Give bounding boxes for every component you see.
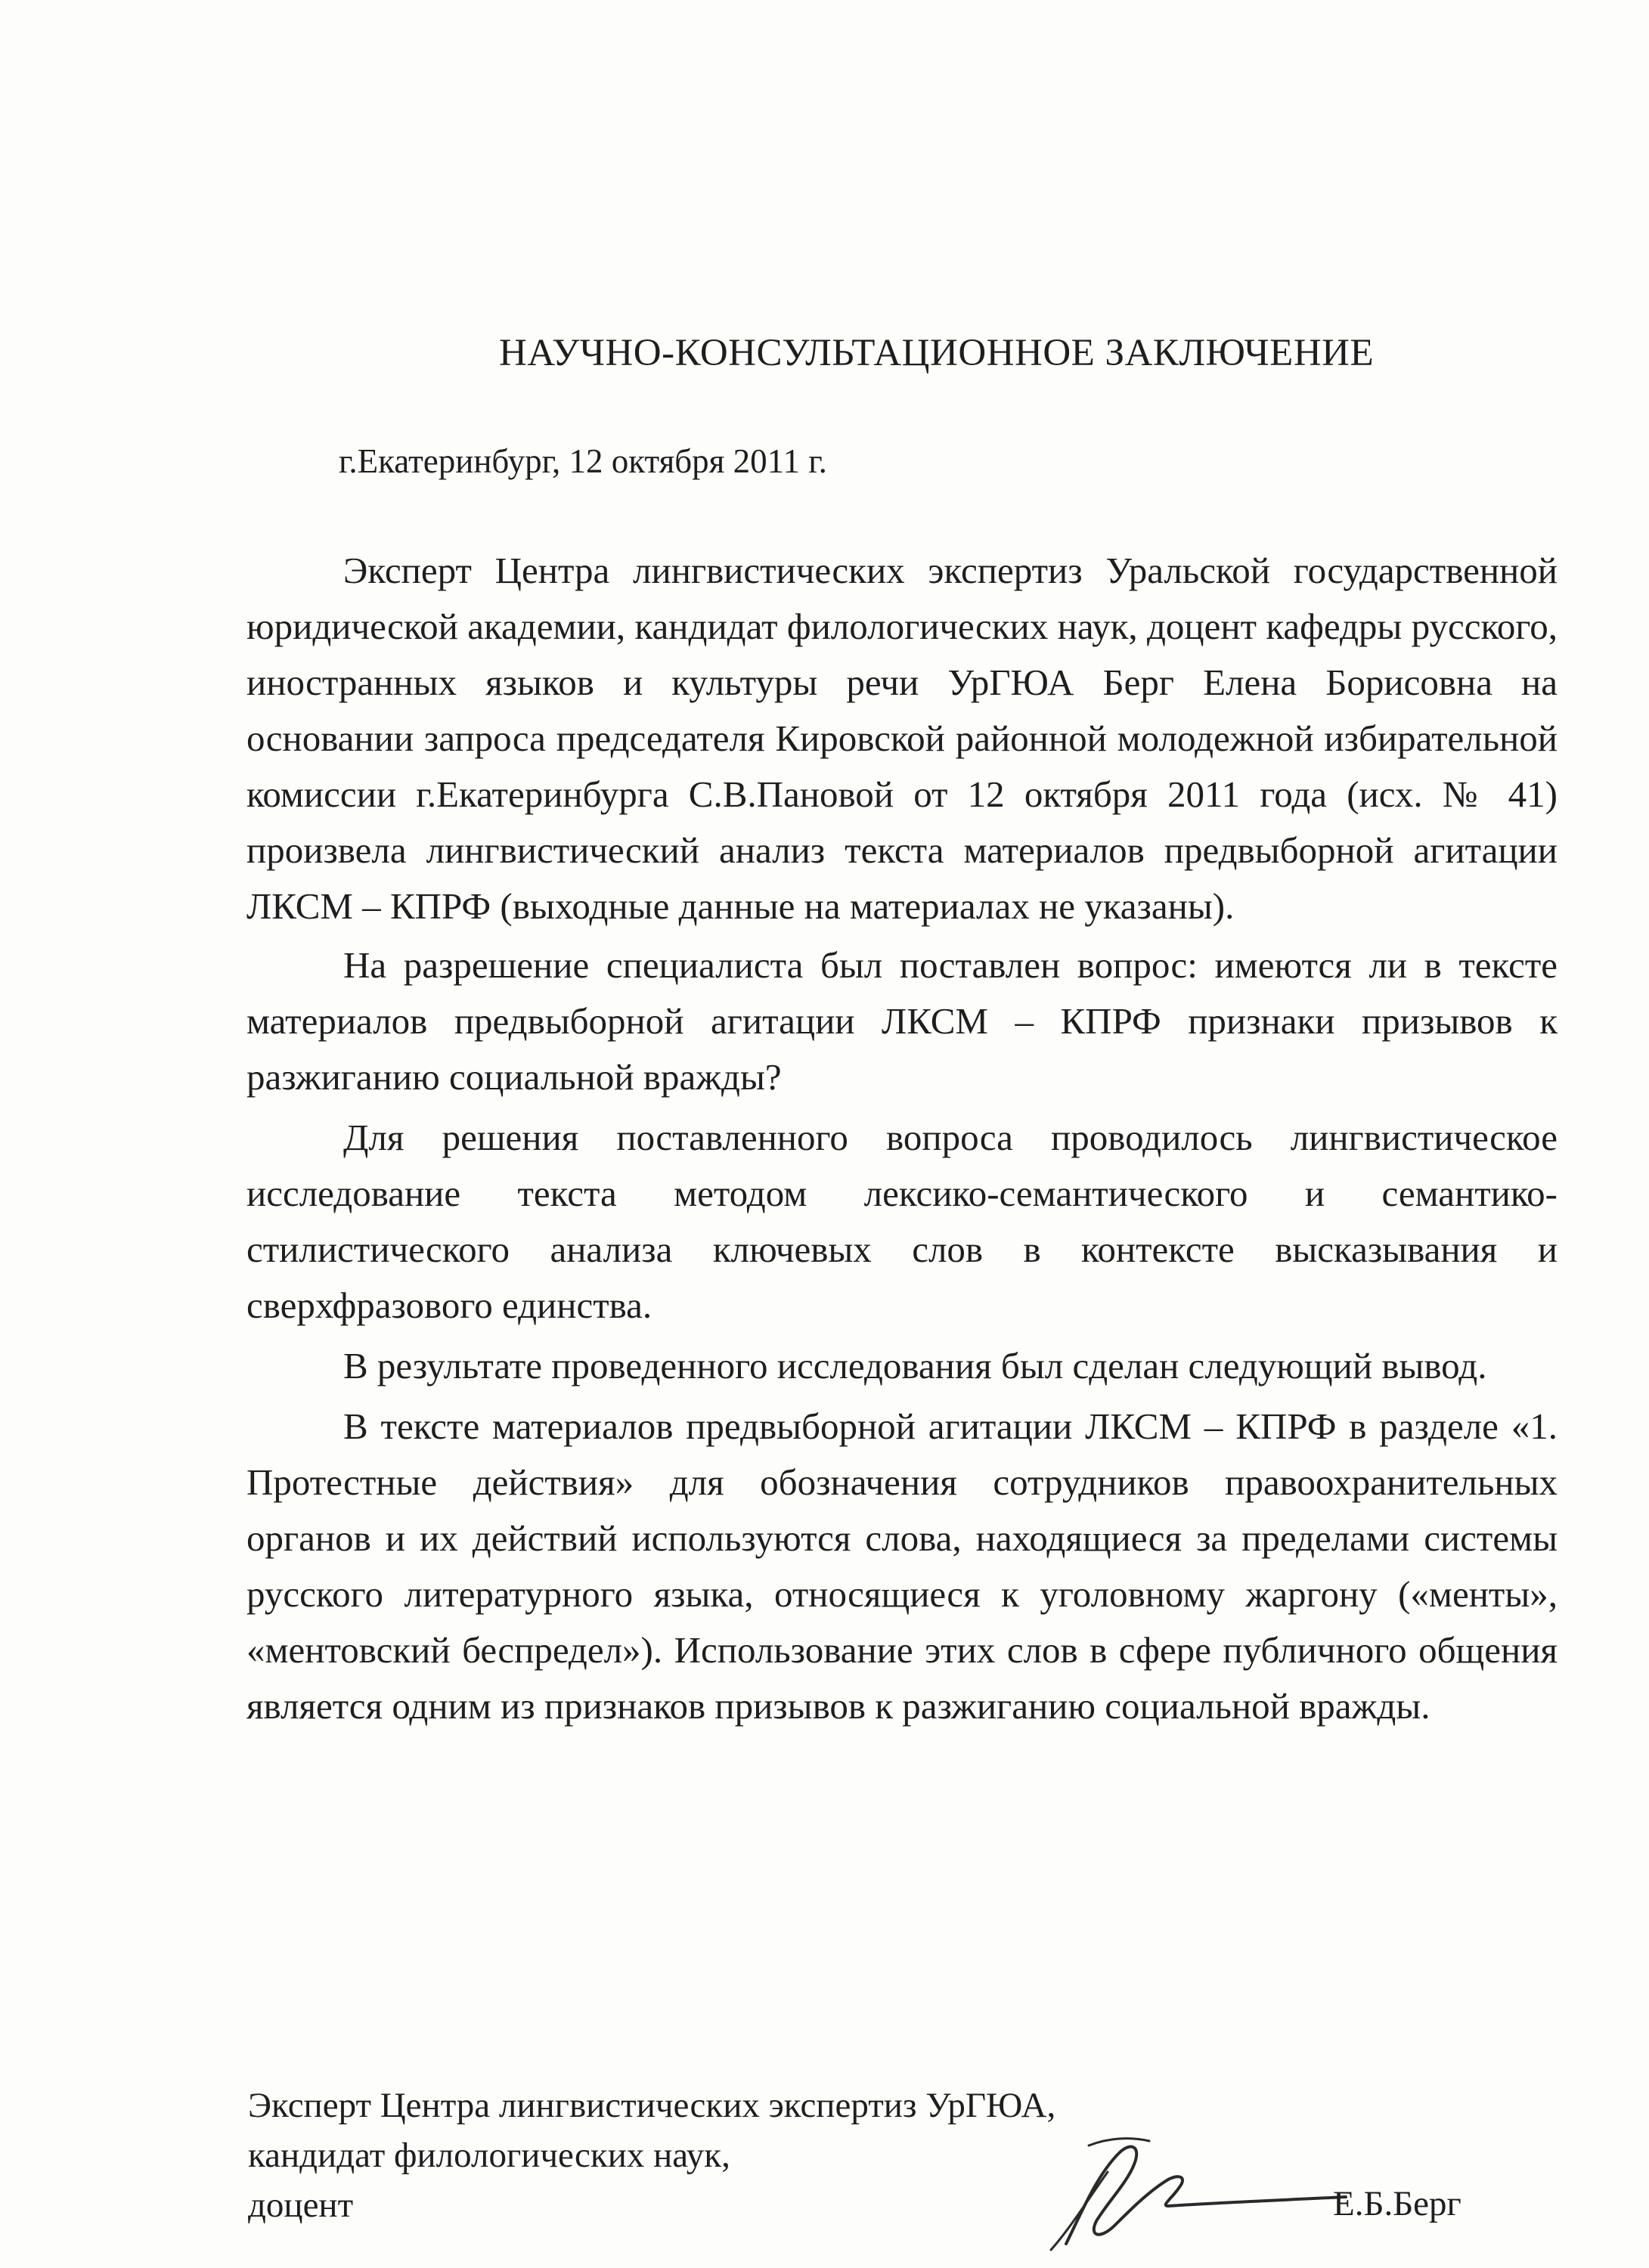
signer-name: Е.Б.Берг <box>1333 2184 1461 2223</box>
document-body <box>246 543 1558 1737</box>
document-title: НАУЧНО-КОНСУЛЬТАЦИОННОЕ ЗАКЛЮЧЕНИЕ <box>499 332 1375 374</box>
paragraph-expert-intro: Эксперт Центра лингвистических экспертиз Уральской государственной юридической академии, кандидат филологических наук, доцент кафедры русского, иностранных языков и культуры речи УрГЮА Берг Елена Борисовна на основании запроса председателя Кировской районной молодежной избирательной комиссии г.Екатеринбурга С.В.Пановой от 12 октября 2011 года (исх. № 41) произвела лингвистический анализ текста материалов предвыборной агитации ЛКСМ – КПРФ (выходные данные на материалах не указаны). <box>246 550 1558 927</box>
signer-position-line: Эксперт Центра лингвистических экспертиз УрГЮА, <box>248 2086 1056 2125</box>
paragraph-conclusion: В тексте материалов предвыборной агитации ЛКСМ – КПРФ в разделе «1. Протестные действия» для обозначения сотрудников правоохранительных органов и их действий используются слова, находящиеся за пределами системы русского литературного языка, относящиеся к уголовному жаргону («менты», «ментовский беспредел»). Использование этих слов в сфере публичного общения является одним из признаков призывов к разжиганию социальной вражды. <box>246 1405 1558 1727</box>
signature-block <box>248 2081 1055 2230</box>
signer-rank-line: доцент <box>248 2186 354 2225</box>
handwritten-signature <box>1036 2130 1353 2251</box>
signer-degree-line: кандидат филологических наук, <box>248 2136 730 2175</box>
place-and-date: г.Екатеринбург, 12 октября 2011 г. <box>339 442 827 480</box>
paragraph-result: В результате проведенного исследования был сделан следующий вывод. <box>343 1345 1487 1387</box>
paragraph-method: Для решения поставленного вопроса проводилось лингвистическое исследование текста методом лексико-семантического и семантико-стилистического анализа ключевых слов в контексте высказывания и сверхфразового единства. <box>246 1117 1558 1326</box>
paragraph-question: На разрешение специалиста был поставлен вопрос: имеются ли в тексте материалов предвыборной агитации ЛКСМ – КПРФ признаки призывов к разжиганию социальной вражды? <box>246 944 1558 1098</box>
